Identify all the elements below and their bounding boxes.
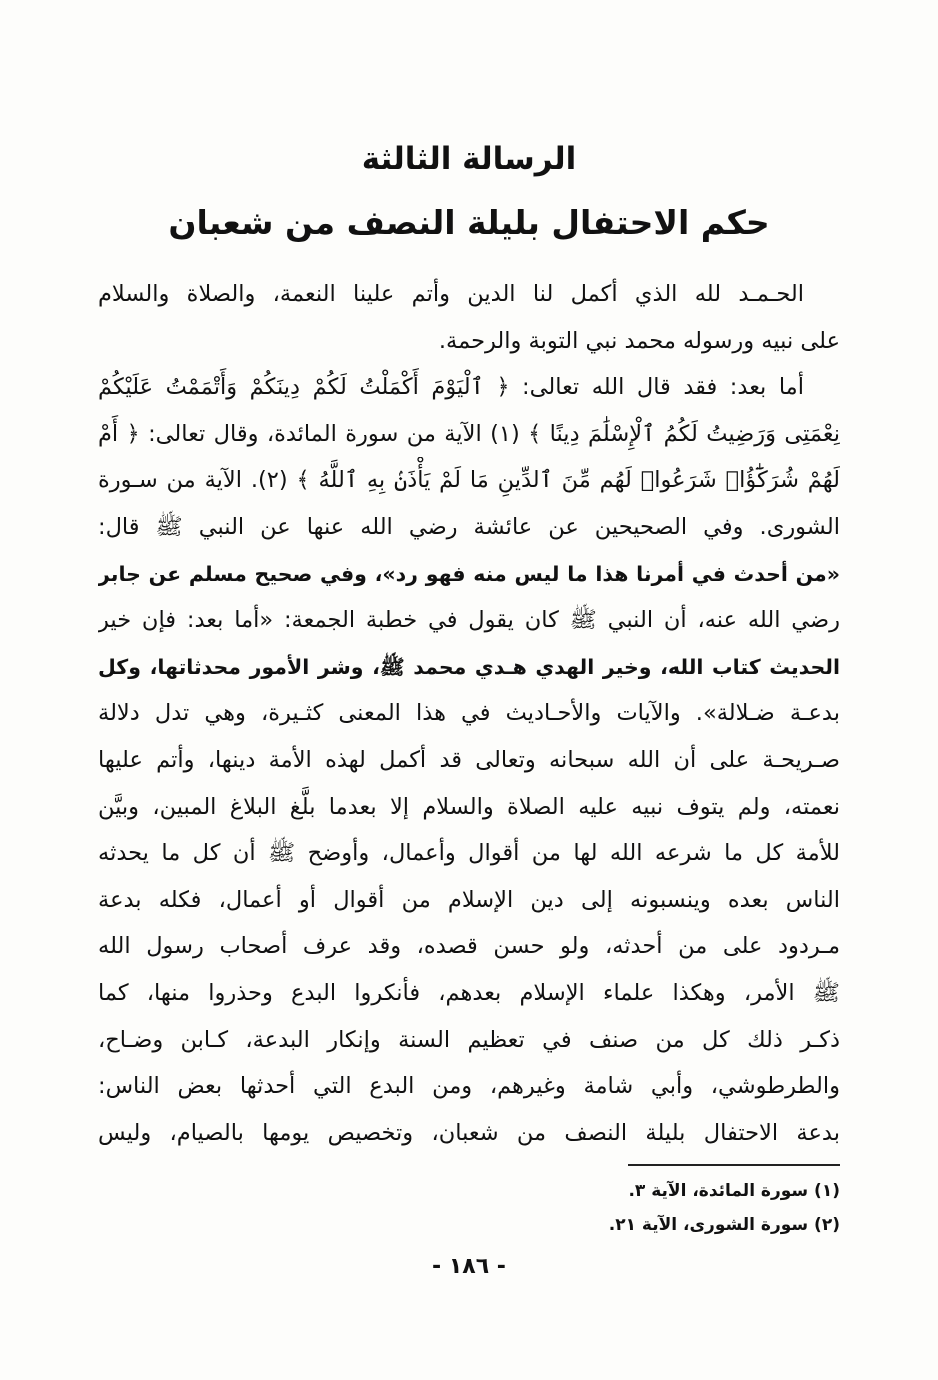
page-number: - ١٨٦ - [432,1254,506,1279]
body-line: والطرطوشي، وأبي شامة وغيرهم، ومن البدع التي أحدثها بعض الناس: [98,1073,840,1100]
body-line: مـردود على من أحدثه، ولو حسن قصده، وقد عرف أصحاب رسول الله [98,933,840,960]
body-line: بدعـة ضـلالة». والآيات والأحـاديث في هذا المعنى كثـيرة، وهي تدل دلالة [98,700,840,727]
body-line: الناس بعده وينسبونه إلى دين الإسلام من أقوال أو أعمال، فكله بدعة [98,886,840,913]
letter-subtitle: حكم الاحتفال بليلة النصف من شعبان [168,203,770,242]
body-line: «من أحدث في أمرنا هذا ما ليس منه فهو رد»، وفي صحيح مسلم عن جابر [98,561,840,586]
body-line: الحديث كتاب الله، وخير الهدي هـدي محمد ﷺ، وشر الأمور محدثاتها، وكل [98,654,840,679]
body-line: بدعة الاحتفال بليلة النصف من شعبان، وتخصيص يومها بالصيام، وليس [98,1119,840,1146]
body-line: نِعْمَتِى وَرَضِيتُ لَكُمُ ٱلْإِسْلَٰمَ دِينًا ﴾ (١) الآية من سورة المائدة، وقال تعالى: ﴿ أَمْ [98,420,840,447]
body-line: لَهُمْ شُرَكَٰٓؤُا۟ شَرَعُوا۟ لَهُم مِّنَ ٱلدِّينِ مَا لَمْ يَأْذَنۢ بِهِ ٱللَّهُ ﴾ (٢). الآية من سـورة [98,467,840,494]
body-line: نعمته، ولم يتوف نبيه عليه الصلاة والسلام إلا بعدما بلَّغ البلاغ المبين، وبيَّن [98,793,840,820]
body-line: رضي الله عنه، أن النبي ﷺ كان يقول في خطبة الجمعة: «أما بعد: فإن خير [98,607,840,634]
body-line: ذكـر ذلك كل من صنف في تعظيم السنة وإنكار البدعة، كـابن وضـاح، [98,1026,840,1053]
body-line: الشورى. وفي الصحيحين عن عائشة رضي الله عنها عن النبي ﷺ قال: [98,513,840,540]
body-line: الحـمـد لله الذي أكمل لنا الدين وأتم علينا النعمة، والصلاة والسلام [98,281,804,307]
body-line: ﷺ الأمر، وهكذا علماء الإسلام بعدهم، فأنكروا البدع وحذروا منها، كما [98,979,840,1006]
body-line: للأمة كل ما شرعه الله لها من أقوال وأعمال، وأوضح ﷺ أن كل ما يحدثه [98,840,840,867]
letter-title: الرسالة الثالثة [361,141,577,177]
body-line: على نبيه ورسوله محمد نبي التوبة والرحمة. [438,327,840,354]
footnote-divider [628,1164,840,1166]
footnote-2: (٢) سورة الشورى، الآية ٢١. [608,1215,840,1235]
footnote-1: (١) سورة المائدة، الآية ٣. [628,1181,840,1201]
body-text [98,271,840,1156]
body-line: صـريحـة على أن الله سبحانه وتعالى قد أكمل لهذه الأمة دينها، وأتم عليها [98,746,840,773]
body-line: أما بعد: فقد قال الله تعالى: ﴿ ٱلْيَوْمَ أَكْمَلْتُ لَكُمْ دِينَكُمْ وَأَتْمَمْتُ عَلَيْكُمْ [98,374,804,401]
